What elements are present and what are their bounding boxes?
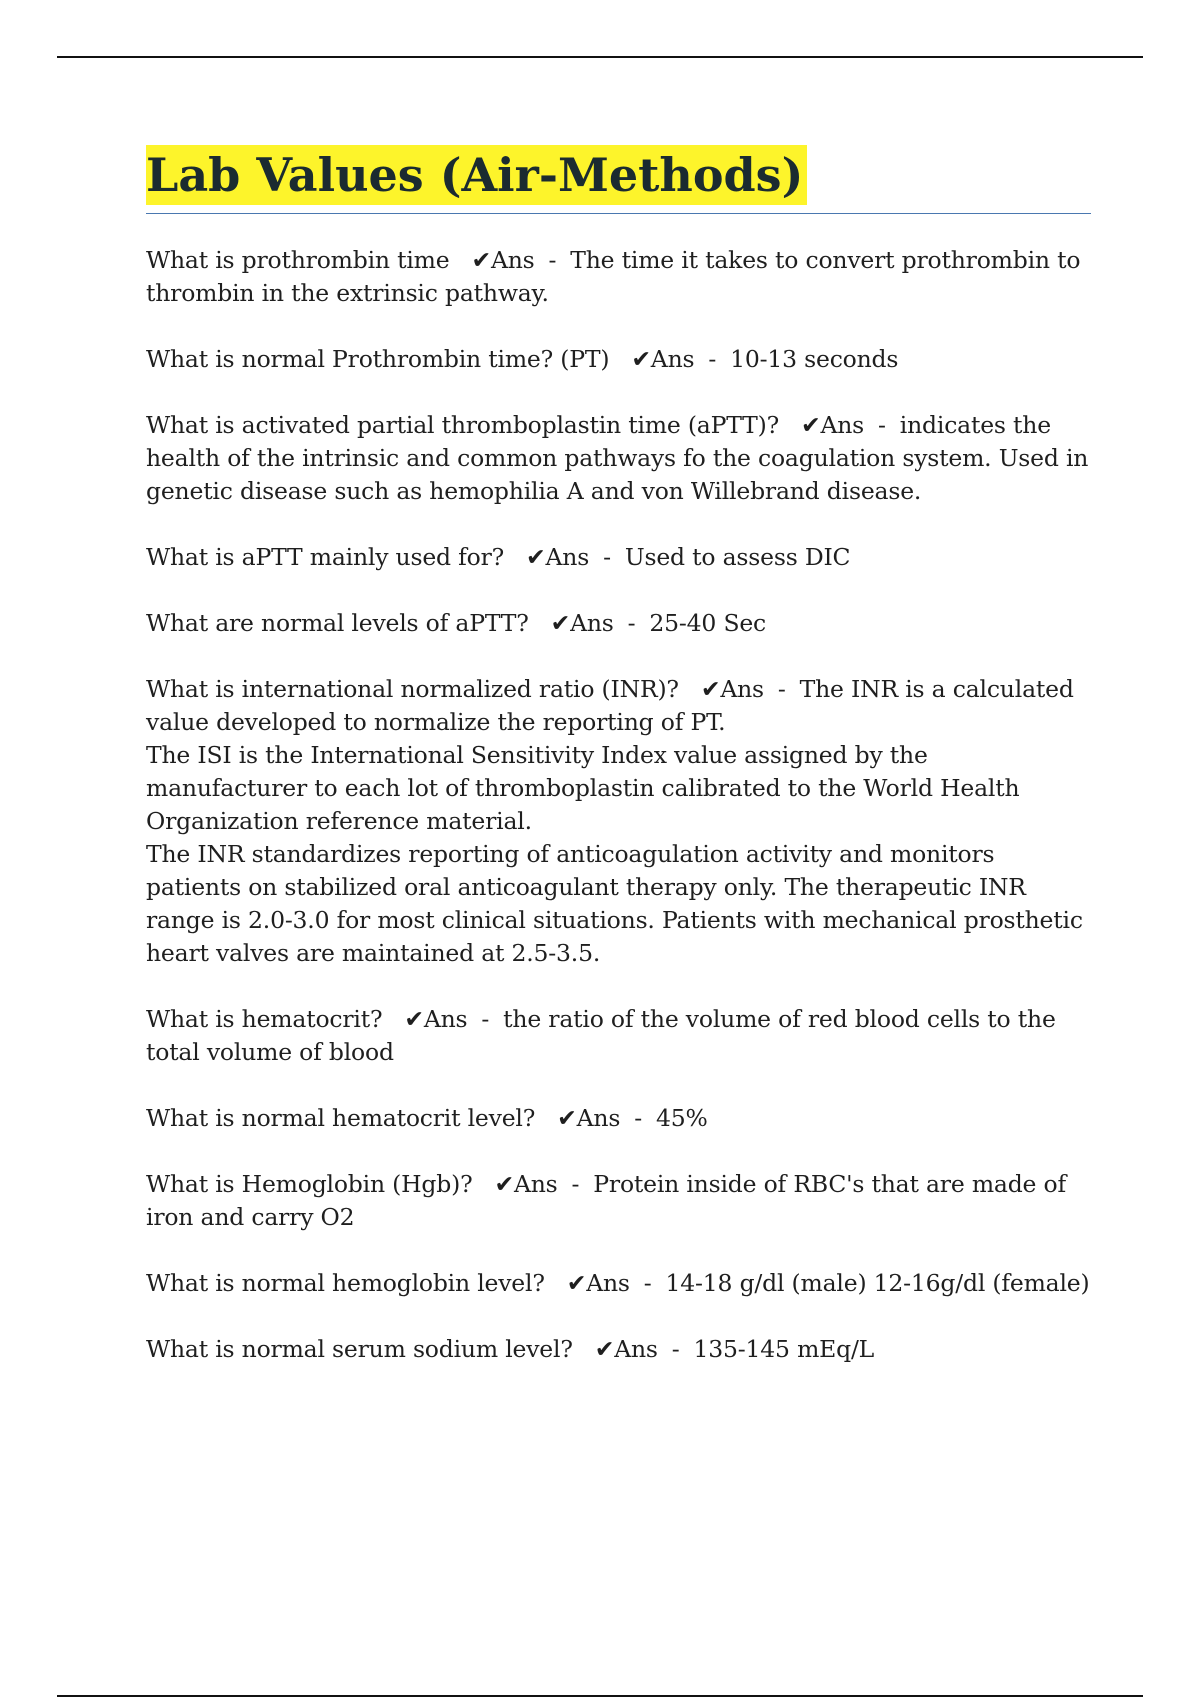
answer-check-label: ✔Ans <box>800 411 865 439</box>
document-title: Lab Values (Air-Methods) <box>146 145 807 205</box>
answer-text: The ISI is the International Sensitivity Index value assigned by the manufacturer to each lot of thromboplastin calibrated to the World Health Organization reference material. <box>146 741 1020 835</box>
answer-check-label: ✔Ans <box>494 1170 558 1198</box>
question-text: What is activated partial thromboplastin time (aPTT)? <box>146 411 779 439</box>
title-block <box>146 145 1091 214</box>
answer-dash: - <box>643 1269 652 1297</box>
answer-text: 10-13 seconds <box>730 345 899 373</box>
answer-dash: - <box>603 543 611 571</box>
qa-item <box>146 607 1091 640</box>
question-text: What is normal hemoglobin level? <box>146 1269 545 1297</box>
answer-check-label: ✔Ans <box>404 1005 468 1033</box>
answer-dash: - <box>627 609 636 637</box>
qa-item <box>146 1267 1091 1300</box>
qa-item <box>146 673 1091 970</box>
answer-dash: - <box>777 675 786 703</box>
qa-item <box>146 1102 1091 1135</box>
qa-item <box>146 244 1091 310</box>
answer-text: 135-145 mEq/L <box>693 1335 875 1363</box>
answer-check-label: ✔Ans <box>594 1335 658 1363</box>
answer-dash: - <box>548 246 557 274</box>
answer-check-label: ✔Ans <box>550 609 614 637</box>
answer-dash: - <box>878 411 886 439</box>
question-text: What is normal Prothrombin time? (PT) <box>146 345 610 373</box>
qa-item <box>146 1003 1091 1069</box>
answer-check-label: ✔Ans <box>700 675 764 703</box>
question-text: What is prothrombin time <box>146 246 450 274</box>
answer-text: 14-18 g/dl (male) 12-16g/dl (female) <box>665 1269 1090 1297</box>
answer-text: The INR standardizes reporting of anticoagulation activity and monitors patients on stabilized oral anticoagulant therapy only. The therapeutic INR range is 2.0-3.0 for most clinical situations. Patients with mechanical prosthetic heart valves are maintained at 2.5-3.5. <box>146 840 1083 967</box>
qa-item <box>146 409 1091 508</box>
answer-text: indicates the health of the intrinsic and common pathways fo the coagulation system. Used in genetic disease such as hemophilia A and von Willebrand disease. <box>146 411 1089 505</box>
answer-dash: - <box>571 1170 580 1198</box>
answer-text: the ratio of the volume of red blood cells to the total volume of blood <box>146 1005 1056 1066</box>
answer-text: 45% <box>655 1104 708 1132</box>
question-text: What is international normalized ratio (INR)? <box>146 675 679 703</box>
answer-dash: - <box>671 1335 680 1363</box>
answer-text: The time it takes to convert prothrombin to thrombin in the extrinsic pathway. <box>146 246 1081 307</box>
answer-dash: - <box>634 1104 642 1132</box>
question-text: What is normal hematocrit level? <box>146 1104 536 1132</box>
document-page <box>146 145 1091 1399</box>
qa-list <box>146 244 1091 1366</box>
answer-text: Used to assess DIC <box>624 543 851 571</box>
question-text: What is aPTT mainly used for? <box>146 543 505 571</box>
answer-dash: - <box>708 345 717 373</box>
qa-item <box>146 541 1091 574</box>
top-rule <box>57 56 1143 58</box>
answer-check-label: ✔Ans <box>471 246 535 274</box>
qa-item <box>146 343 1091 376</box>
answer-check-label: ✔Ans <box>631 345 695 373</box>
question-text: What is hematocrit? <box>146 1005 383 1033</box>
answer-check-label: ✔Ans <box>526 543 590 571</box>
question-text: What is Hemoglobin (Hgb)? <box>146 1170 473 1198</box>
answer-check-label: ✔Ans <box>566 1269 630 1297</box>
qa-item <box>146 1333 1091 1366</box>
answer-dash: - <box>481 1005 490 1033</box>
bottom-rule <box>57 1695 1143 1697</box>
question-text: What is normal serum sodium level? <box>146 1335 573 1363</box>
answer-text: 25-40 Sec <box>649 609 767 637</box>
answer-check-label: ✔Ans <box>557 1104 621 1132</box>
answer-text: The INR is a calculated value developed to normalize the reporting of PT. <box>146 675 1074 736</box>
answer-text: Protein inside of RBC's that are made of iron and carry O2 <box>146 1170 1066 1231</box>
question-text: What are normal levels of aPTT? <box>146 609 529 637</box>
qa-item <box>146 1168 1091 1234</box>
